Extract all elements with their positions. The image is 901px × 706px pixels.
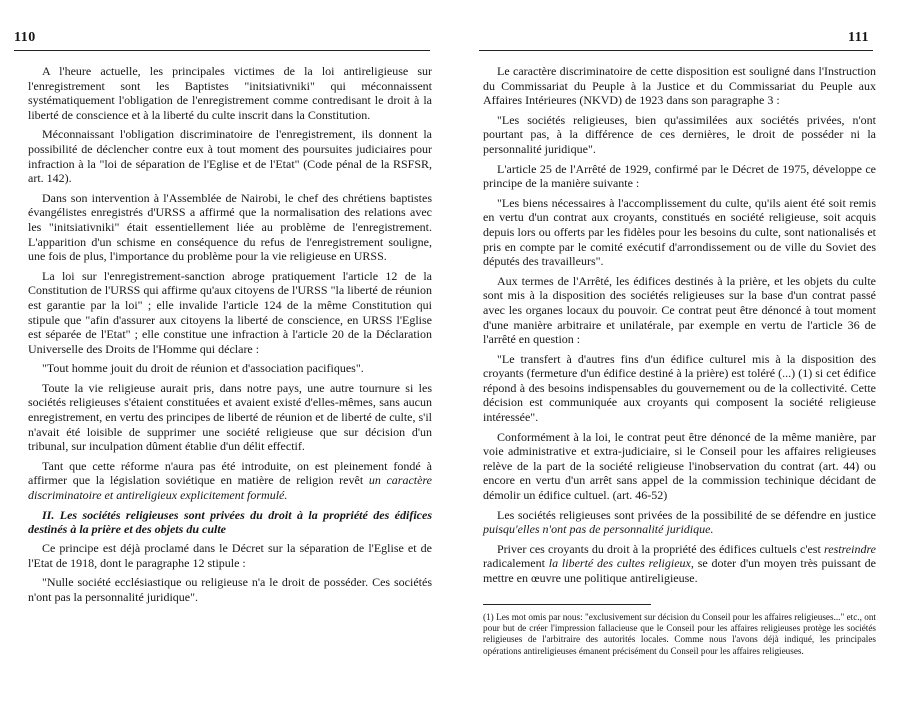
paragraph: Ce principe est déjà proclamé dans le Décret sur la séparation de l'Eglise et de l'Etat de 1918, dont le paragraphe 12 stipule : <box>28 541 432 570</box>
italic-text-run: un caractère discriminatoire et antireligieux explicitement formulé. <box>28 473 432 503</box>
paragraph <box>28 459 432 503</box>
italic-text-run: la liberté des cultes religieux, <box>548 556 694 571</box>
text-run: Les sociétés religieuses sont privées de la possibilité de se défendre en justice <box>497 507 876 522</box>
paragraph <box>483 508 876 537</box>
header-rule <box>479 50 873 51</box>
text-column <box>28 64 432 609</box>
paragraph: Aux termes de l'Arrêté, les édifices destinés à la prière, et les objets du culte sont mis à la disposition des sociétés religieuses sur la base d'un contrat passé avec les organes locaux du pouvoir. Ce contrat peut être dénoncé à tout moment d'une manière arbitraire et unilatérale, par exemple en vertu de l'article 36 de l'arrêté en question : <box>483 273 876 347</box>
paragraph <box>483 542 876 586</box>
paragraph: A l'heure actuelle, les principales victimes de la loi antireligieuse sur l'enregistrement sont les Baptistes "initsiativniki" qui méconnaissent systématiquement l'obligation de l'enregistrement comme contredisant le droit à la liberté de conscience et à la liberté du culte inscrit dans la Constitution. <box>28 64 432 122</box>
header-rule <box>14 50 430 51</box>
quote-paragraph: "Tout homme jouit du droit de réunion et d'association pacifiques". <box>42 361 364 376</box>
text-run: Tant que cette réforme n'aura pas été introduite, on est pleinement fondé à affirmer que la législation soviétique en matière de religion revêt <box>28 458 432 488</box>
page-number: 110 <box>14 30 36 45</box>
paragraph: Conformément à la loi, le contrat peut être dénoncé de la même manière, par voie administrative et extra-judiciaire, si le Conseil pour les affaires religieuses relève de la part de la société religieuse l'inobservation du contrat (art. 44) ou encore en vertu d'un arrêt sans appel de la commission techinique décidant de démolir un édifice cultuel. (art. 46-52) <box>483 429 876 503</box>
footnote-rule <box>483 604 651 605</box>
page-number: 111 <box>848 30 869 45</box>
text-run: se doter d'un moyen très puissant de mettre en œuvre une politique antireligieuse. <box>483 556 876 585</box>
paragraph: Le caractère discriminatoire de cette disposition est souligné dans l'Instruction du Commissariat du Peuple à la Justice et du Commissariat du Peuple aux Affaires Intérieures (NKVD) de 1923 dans son paragraphe 3 : <box>483 64 876 108</box>
section-heading: II. Les sociétés religieuses sont privées du droit à la propriété des édifices destinés à la prière et des objets du culte <box>28 507 432 536</box>
text-run: radicalement <box>483 556 545 571</box>
quote-paragraph: "Les sociétés religieuses, bien qu'assimilées aux sociétés privées, n'ont pourtant pas, à la différence de ces dernières, le droit de posséder ni la personnalité juridique". <box>483 112 876 156</box>
quote-paragraph: "Nulle société ecclésiastique ou religieuse n'a le droit de posséder. Ces sociétés n'ont pas la personnalité juridique". <box>28 575 432 604</box>
text-column <box>483 64 876 591</box>
quote-paragraph: "Les biens nécessaires à l'accomplissement du culte, qu'ils aient été soit remis en vertu d'un contrat aux croyants, constitués en société religieuse, soit acquis depuis lors ou offerts par les fidèles pour les besoins du culte, sont nationalisés et pris en compte par le comité exécutif d'arrondissement ou de ville du Soviet des députés des travailleurs". <box>483 195 876 269</box>
text-run: Priver ces croyants du droit à la propriété des édifices cultuels c'est <box>497 541 821 556</box>
paragraph: Toute la vie religieuse aurait pris, dans notre pays, une autre tournure si les sociétés religieuses s'étaient constituées et avaient existé d'elles-mêmes, sans aucun enregistrement, en vertu des principes de liberté de réunion et de liberté de culte, s'il n'avait été loisible de supprimer une société religieuse que sur décision d'un tribunal, sur inculpation dûment établie d'un délit effectif. <box>28 380 433 454</box>
paragraph: La loi sur l'enregistrement-sanction abroge pratiquement l'article 12 de la Constitution de l'URSS qui affirme qu'aux citoyens de l'URSS "la liberté de réunion est garantie par la loi" ; elle invalide l'article 124 de la même Constitution qui stipule que "afin d'assurer aux citoyens la liberté de conscience, en URSS l'Eglise est séparée de l'Etat" ; elle constitue une infraction à l'article 20 de la Déclaration Universelle des Droits de l'Homme qui déclare : <box>28 268 432 356</box>
paragraph: L'article 25 de l'Arrêté de 1929, confirmé par le Décret de 1975, développe ce principe de la manière suivante : <box>483 161 876 191</box>
paragraph: Dans son intervention à l'Assemblée de Nairobi, le chef des chrétiens baptistes évangélistes enregistrés d'URSS a affirmé que la normalisation des relations avec les "initsiativniki" était essentiellement liée au problème de l'enregistrement. L'apparition d'un schisme en conséquence du refus de l'enregistrement souligne, une fois de plus, l'importance du problème pour la vie religieuse en URSS. <box>28 190 432 264</box>
italic-text-run: restreindre <box>824 541 877 556</box>
paragraph: Méconnaissant l'obligation discriminatoire de l'enregistrement, ils donnent la possibilité de déclencher contre eux à tout moment des poursuites judiciaires pour infraction à la "loi de séparation de l'Eglise et de l'Etat" (Code pénal de la RSFSR, art. 142). <box>28 127 432 186</box>
right-page <box>451 0 901 706</box>
footnote: (1) Les mot omis par nous: "exclusivement sur décision du Conseil pour les affaires religieuses..." etc., ont pour but de créer l'impression fallacieuse que le Conseil pour les affaires religieuses protège les sociétés religieuses de l'arbitraire des autorités locales. Comme nous l'avons déjà indiqué, les principales opérations antireligieuses émanent précisément du Conseil pour les affaires religieuses. <box>483 612 876 656</box>
italic-text-run: puisqu'elles n'ont pas de personnalité juridique. <box>483 522 714 537</box>
left-page <box>0 0 450 706</box>
quote-paragraph: "Le transfert à d'autres fins d'un édifice culturel mis à la disposition des croyants (fermeture d'un édifice destiné à la prière) est toléré (...) (1) si cet édifice répond à des besoins indispensables du gouvernement ou de la collectivité. Cette décision est communiquée aux croyants qui composent la société religieuse intéressée". <box>483 351 876 425</box>
